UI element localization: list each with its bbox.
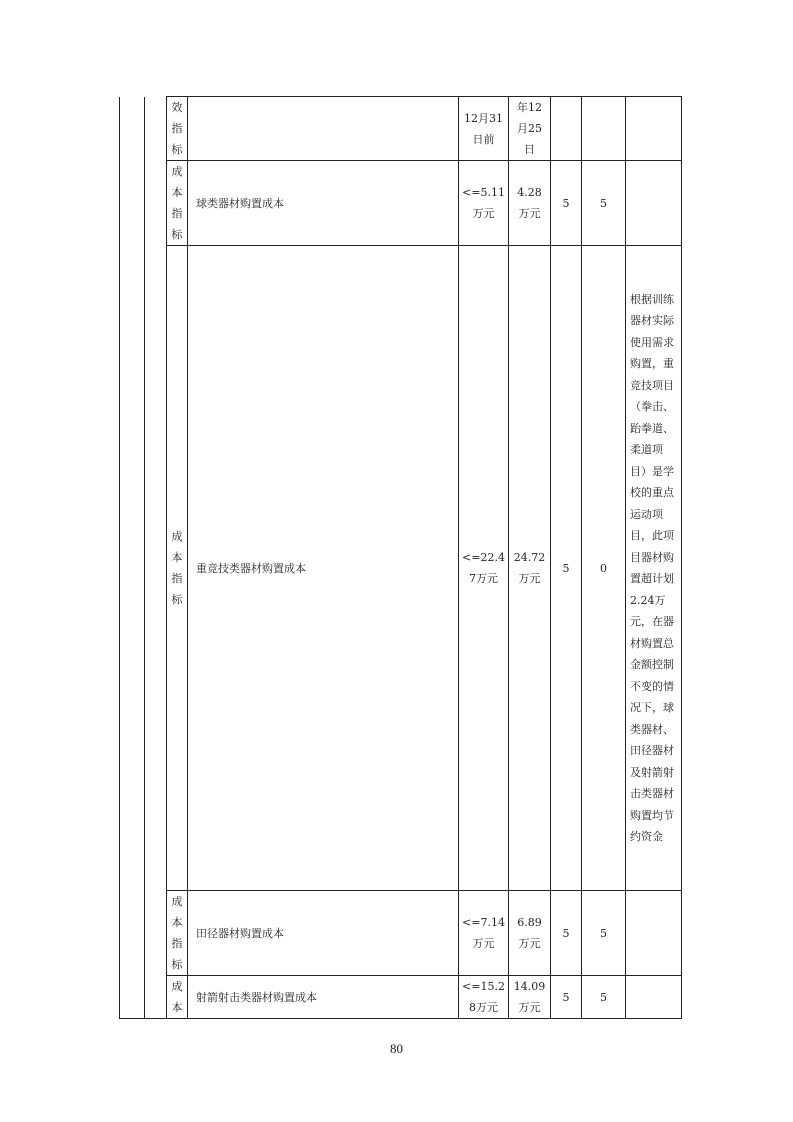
table-row (120, 891, 682, 976)
actual-cell: 14.09 万元 (509, 976, 551, 1019)
indicator-cell: 重竞技类器材购置成本 (188, 246, 459, 891)
note-cell: 根据训练器材实际使用需求购置，重竞技项目（拳击、跆拳道、柔道项目）是学校的重点运动项目，此项目器材购置超计划2.24万元，在器材购置总金额控制不变的情况下，球类器材、田径器材及射箭射击类器材购置均节约资金 (626, 246, 682, 891)
indicator-cell: 球类器材购置成本 (188, 161, 459, 246)
target-cell: <=7.14 万元 (459, 891, 509, 976)
category-cell: 成 本 (167, 976, 188, 1019)
page-number: 80 (390, 1041, 403, 1056)
table-row (120, 246, 682, 891)
table-row (120, 976, 682, 1019)
weight-cell: 5 (551, 891, 582, 976)
weight-cell: 5 (551, 976, 582, 1019)
category-cell: 效 指 标 (167, 97, 188, 161)
weight-cell: 5 (551, 246, 582, 891)
note-cell (626, 97, 682, 161)
actual-cell: 4.28 万元 (509, 161, 551, 246)
target-cell: <=5.11 万元 (459, 161, 509, 246)
indicator-cell: 射箭射击类器材购置成本 (188, 976, 459, 1019)
score-cell: 5 (582, 891, 626, 976)
score-cell: 5 (582, 161, 626, 246)
blank-column-1 (120, 97, 145, 1019)
category-cell: 成 本 指 标 (167, 246, 188, 891)
performance-table (119, 96, 682, 1019)
indicator-cell: 田径器材购置成本 (188, 891, 459, 976)
target-cell: <=15.2 8万元 (459, 976, 509, 1019)
score-cell: 5 (582, 976, 626, 1019)
indicator-cell (188, 97, 459, 161)
table-row (120, 97, 682, 161)
note-cell (626, 161, 682, 246)
score-cell: 0 (582, 246, 626, 891)
table-row (120, 161, 682, 246)
note-cell (626, 976, 682, 1019)
actual-cell: 6.89 万元 (509, 891, 551, 976)
score-cell (582, 97, 626, 161)
weight-cell: 5 (551, 161, 582, 246)
actual-cell: 24.72 万元 (509, 246, 551, 891)
blank-column-2 (145, 97, 167, 1019)
category-cell: 成 本 指 标 (167, 161, 188, 246)
target-cell: 12月31 日前 (459, 97, 509, 161)
category-cell: 成 本 指 标 (167, 891, 188, 976)
note-cell (626, 891, 682, 976)
weight-cell (551, 97, 582, 161)
actual-cell: 年12 月25 日 (509, 97, 551, 161)
target-cell: <=22.4 7万元 (459, 246, 509, 891)
